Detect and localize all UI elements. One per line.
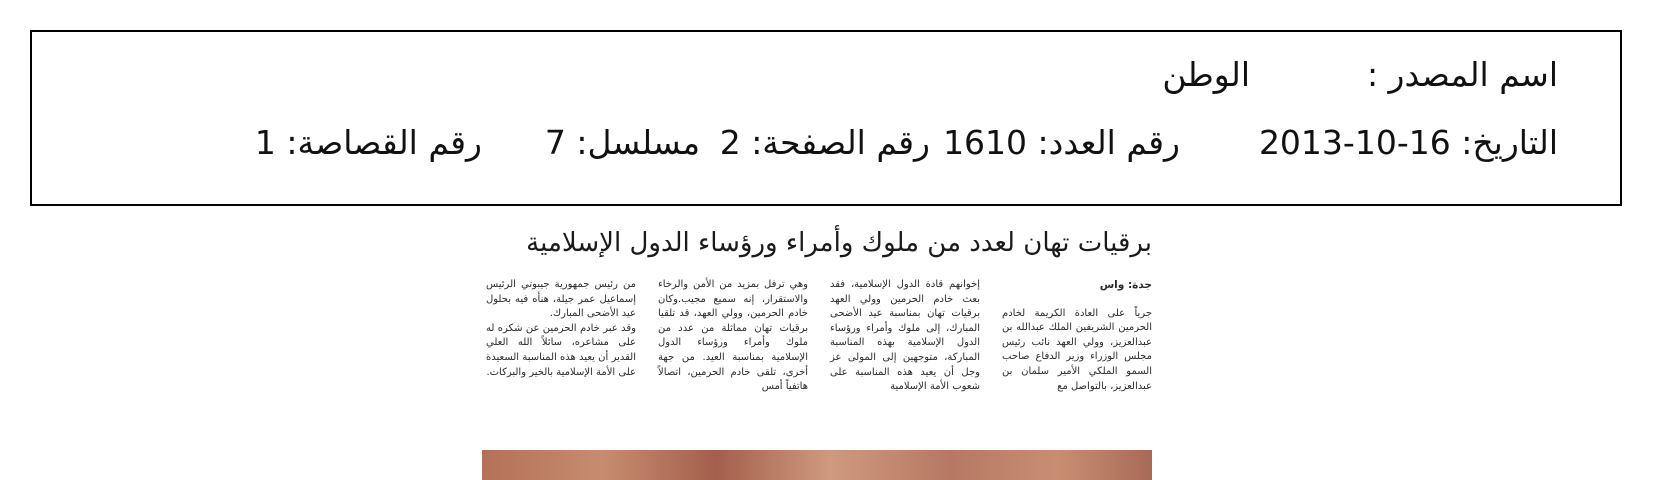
source-row [32,50,1620,100]
article-column-4-text-b: وقد عبر خادم الحرمين عن شكره له على مشاعره، سائلاً الله العلي القدير أن يعيد هذه المناسبة السعيدة على الأمة الإسلامية بالخير والبركات. [486,322,636,378]
article-clipping [482,228,1152,480]
page-field [720,118,930,168]
serial-field [545,118,700,168]
date-label: التاريخ: [1461,123,1558,162]
article-column-1-text: جرياً على العادة الكريمة لخادم الحرمين الشريفين الملك عبدالله بن عبدالعزيز، وولي العهد نائب رئيس مجلس الوزراء وزير الدفاع صاحب السمو الملكي الأمير سلمان بن عبدالعزيز، بالتواصل مع [1002,307,1152,392]
clip-field [255,118,482,168]
article-column-4 [486,278,636,380]
article-headline: برقيات تهان لعدد من ملوك وأمراء ورؤساء الدول الإسلامية [526,228,1152,258]
article-column-3 [658,278,808,395]
clip-value: 1 [254,123,276,162]
article-photo [482,450,1152,480]
issue-label: رقم العدد: [1037,123,1180,162]
meta-row [32,118,1620,168]
clip-label: رقم القصاصة: [286,123,482,162]
date-field [1259,118,1558,168]
source-label: اسم المصدر : [1366,55,1558,94]
page-value: 2 [719,123,741,162]
article-column-4-text-a: من رئيس جمهورية جيبوتي الرئيس إسماعيل عمر جيلة، هنأه فيه بحلول عيد الأضحى المبارك. [486,279,636,320]
serial-label: مسلسل: [576,123,700,162]
page-label: رقم الصفحة: [751,123,930,162]
issue-value: 1610 [943,123,1028,162]
issue-field [943,118,1180,168]
article-column-2-text: إخوانهم قادة الدول الإسلامية، فقد بعث خادم الحرمين وولي العهد برقيات تهان بمناسبة عيد الأضحى المبارك، إلى ملوك وأمراء ورؤساء الدول الإسلامية بهذه المناسبة المباركة، متوجهين إلى المولى عز وجل أن يعيد هذه المناسبة على شعوب الأمة الإسلامية [830,279,980,393]
source-value: الوطن [1162,55,1250,94]
article-column-1 [1002,278,1152,394]
article-column-3-text: وهي ترفل بمزيد من الأمن والرخاء والاستقرار، إنه سميع مجيب.وكان خادم الحرمين، وولي العهد، قد تلقيا برقيات تهان مماثلة من عدد من ملوك وأمراء ورؤساء الدول الإسلامية بمناسبة العيد. من جهة أخرى، تلقى خادم الحرمين، اتصالاً هاتفياً أمس [658,279,808,393]
serial-value: 7 [544,123,566,162]
article-column-2 [830,278,980,395]
date-value: 2013-10-16 [1258,123,1451,162]
article-byline: جدة: واس [1099,279,1152,291]
clipping-info-box [30,30,1622,206]
